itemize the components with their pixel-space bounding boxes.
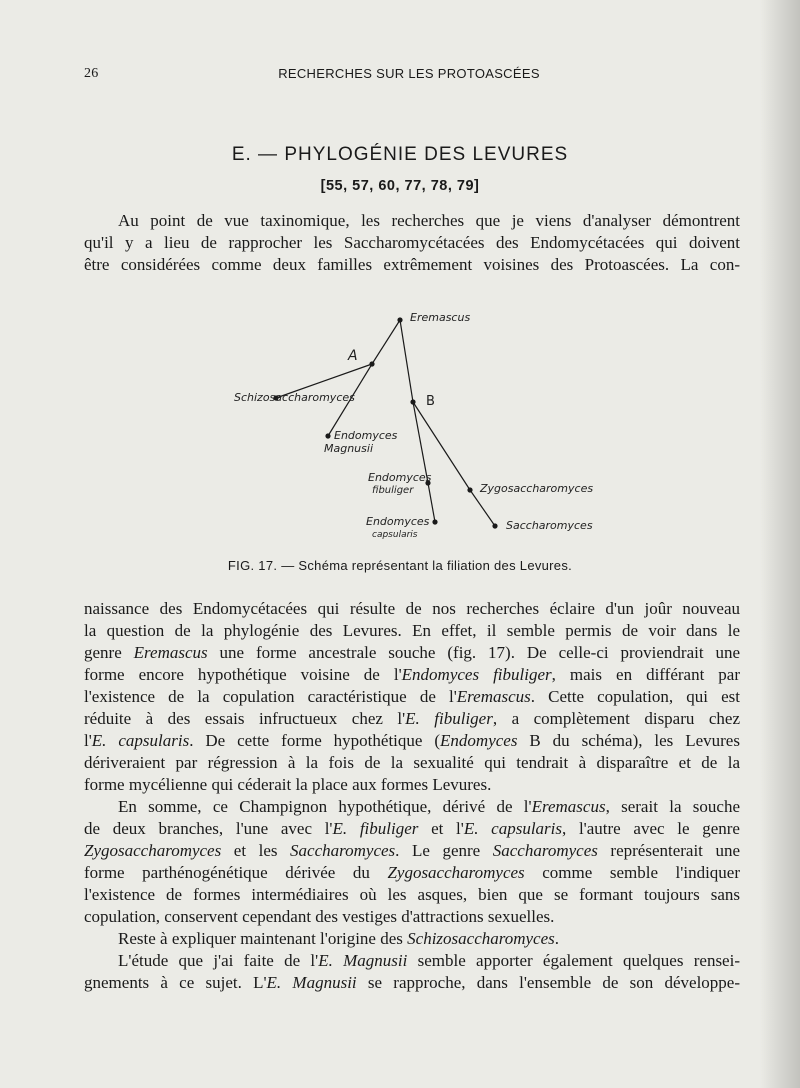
label-magnusii-species: Magnusii [324, 442, 374, 455]
label-b: B [426, 394, 435, 409]
italic-term: Zygosaccharomyces [84, 841, 222, 860]
running-title: RECHERCHES SUR LES PROTOASCÉES [278, 66, 540, 81]
label-fibuliger-species: fibuliger [372, 485, 414, 496]
label-capsularis-genus: Endomyces [366, 515, 430, 528]
italic-term: Eremascus [531, 797, 606, 816]
text-line: l'existence de formes intermédiaires où les asques, bien que se formant toujours sans [84, 885, 740, 904]
label-zygosaccharomyces: Zygosaccharomyces [480, 482, 594, 495]
label-magnusii-genus: Endomyces [334, 429, 398, 442]
label-schizosaccharomyces: Schizosaccharomyces [234, 391, 355, 404]
section-references: [55, 57, 60, 77, 78, 79] [320, 178, 480, 194]
text-line: forme encore hypothétique voisine de l'Endomyces fibuliger, mais en différant par [84, 665, 741, 684]
body-text [84, 598, 740, 994]
section-title: E. — PHYLOGÉNIE DES LEVURES [231, 144, 569, 165]
text-line: de deux branches, l'une avec l'E. fibuliger et l'E. capsularis, l'autre avec le genre [84, 819, 740, 838]
label-saccharomyces: Saccharomyces [506, 519, 593, 532]
text-line: Au point de vue taxinomique, les recherches que je viens d'analyser démontrent [118, 211, 740, 230]
italic-term: Endomyces [440, 731, 518, 750]
label-capsularis-species: capsularis [372, 530, 418, 540]
italic-term: E. fibuliger [332, 819, 419, 838]
text-line: copulation, conservent cependant des vestiges d'attractions sexuelles. [84, 907, 555, 926]
text-line: forme parthénogénétique dérivée du Zygosaccharomyces comme semble l'indiquer [84, 863, 740, 882]
italic-term: E. Magnusii [318, 951, 408, 970]
figure-caption: FIG. 17. — Schéma représentant la filiation des Levures. [227, 558, 573, 573]
text-line: forme mycélienne qui céderait la place aux formes Levures. [84, 775, 492, 794]
text-line: la question de la phylogénie des Levures. En effet, il semble permis de voir dans le [84, 621, 740, 640]
text-line: gnements à ce sujet. L'E. Magnusii se rapproche, dans l'ensemble de son développe- [84, 973, 741, 992]
italic-term: Saccharomyces [290, 841, 396, 860]
label-eremascus: Eremascus [410, 311, 471, 324]
text-line: L'étude que j'ai faite de l'E. Magnusii semble apporter également quelques rensei- [118, 951, 740, 970]
text-line: naissance des Endomycétacées qui résulte de nos recherches éclaire d'un joûr nouveau [84, 599, 740, 618]
text-line: En somme, ce Champignon hypothétique, dérivé de l'Eremascus, serait la souche [118, 797, 741, 816]
italic-term: E. fibuliger [405, 709, 493, 728]
text-line: Zygosaccharomyces et les Saccharomyces. Le genre Saccharomyces représenterait une [84, 841, 741, 860]
text-line: qu'il y a lieu de rapprocher les Saccharomycétacées des Endomycétacées qui doivent [84, 233, 740, 252]
text-line: réduite à des essais infructueux chez l'E. fibuliger, a complètement disparu chez [84, 709, 740, 728]
label-fibuliger-genus: Endomyces [368, 471, 432, 484]
text-line: l'existence de la copulation caractéristique de l'Eremascus. Cette copulation, qui est [84, 687, 740, 706]
italic-term: E. capsularis [463, 819, 563, 838]
text-line: l'E. capsularis. De cette forme hypothétique (Endomyces B du schéma), les Levures [84, 731, 740, 750]
italic-term: Zygosaccharomyces [387, 863, 525, 882]
intro-paragraph [84, 210, 740, 276]
page-number: 26 [84, 66, 99, 81]
text-line: être considérées comme deux familles extrêmement voisines des Protoascées. La con- [84, 255, 740, 274]
label-a: A [348, 348, 358, 364]
italic-term: Saccharomyces [492, 841, 598, 860]
italic-term: Schizosaccharomyces [407, 929, 555, 948]
text-line: genre Eremascus une forme ancestrale souche (fig. 17). De celle-ci proviendrait une [84, 643, 740, 662]
italic-term: Endomyces fibuliger [401, 665, 552, 684]
italic-term: Eremascus [133, 643, 208, 662]
text-line: Reste à expliquer maintenant l'origine des Schizosaccharomyces. [118, 929, 560, 948]
page-header [84, 66, 734, 86]
phylogeny-diagram [200, 300, 620, 560]
text-line: dériveraient par régression à la fois de la sexualité qui tendrait à disparaître et de la [84, 753, 740, 772]
italic-term: E. Magnusii [266, 973, 357, 992]
italic-term: Eremascus [456, 687, 531, 706]
italic-term: E. capsularis [91, 731, 190, 750]
